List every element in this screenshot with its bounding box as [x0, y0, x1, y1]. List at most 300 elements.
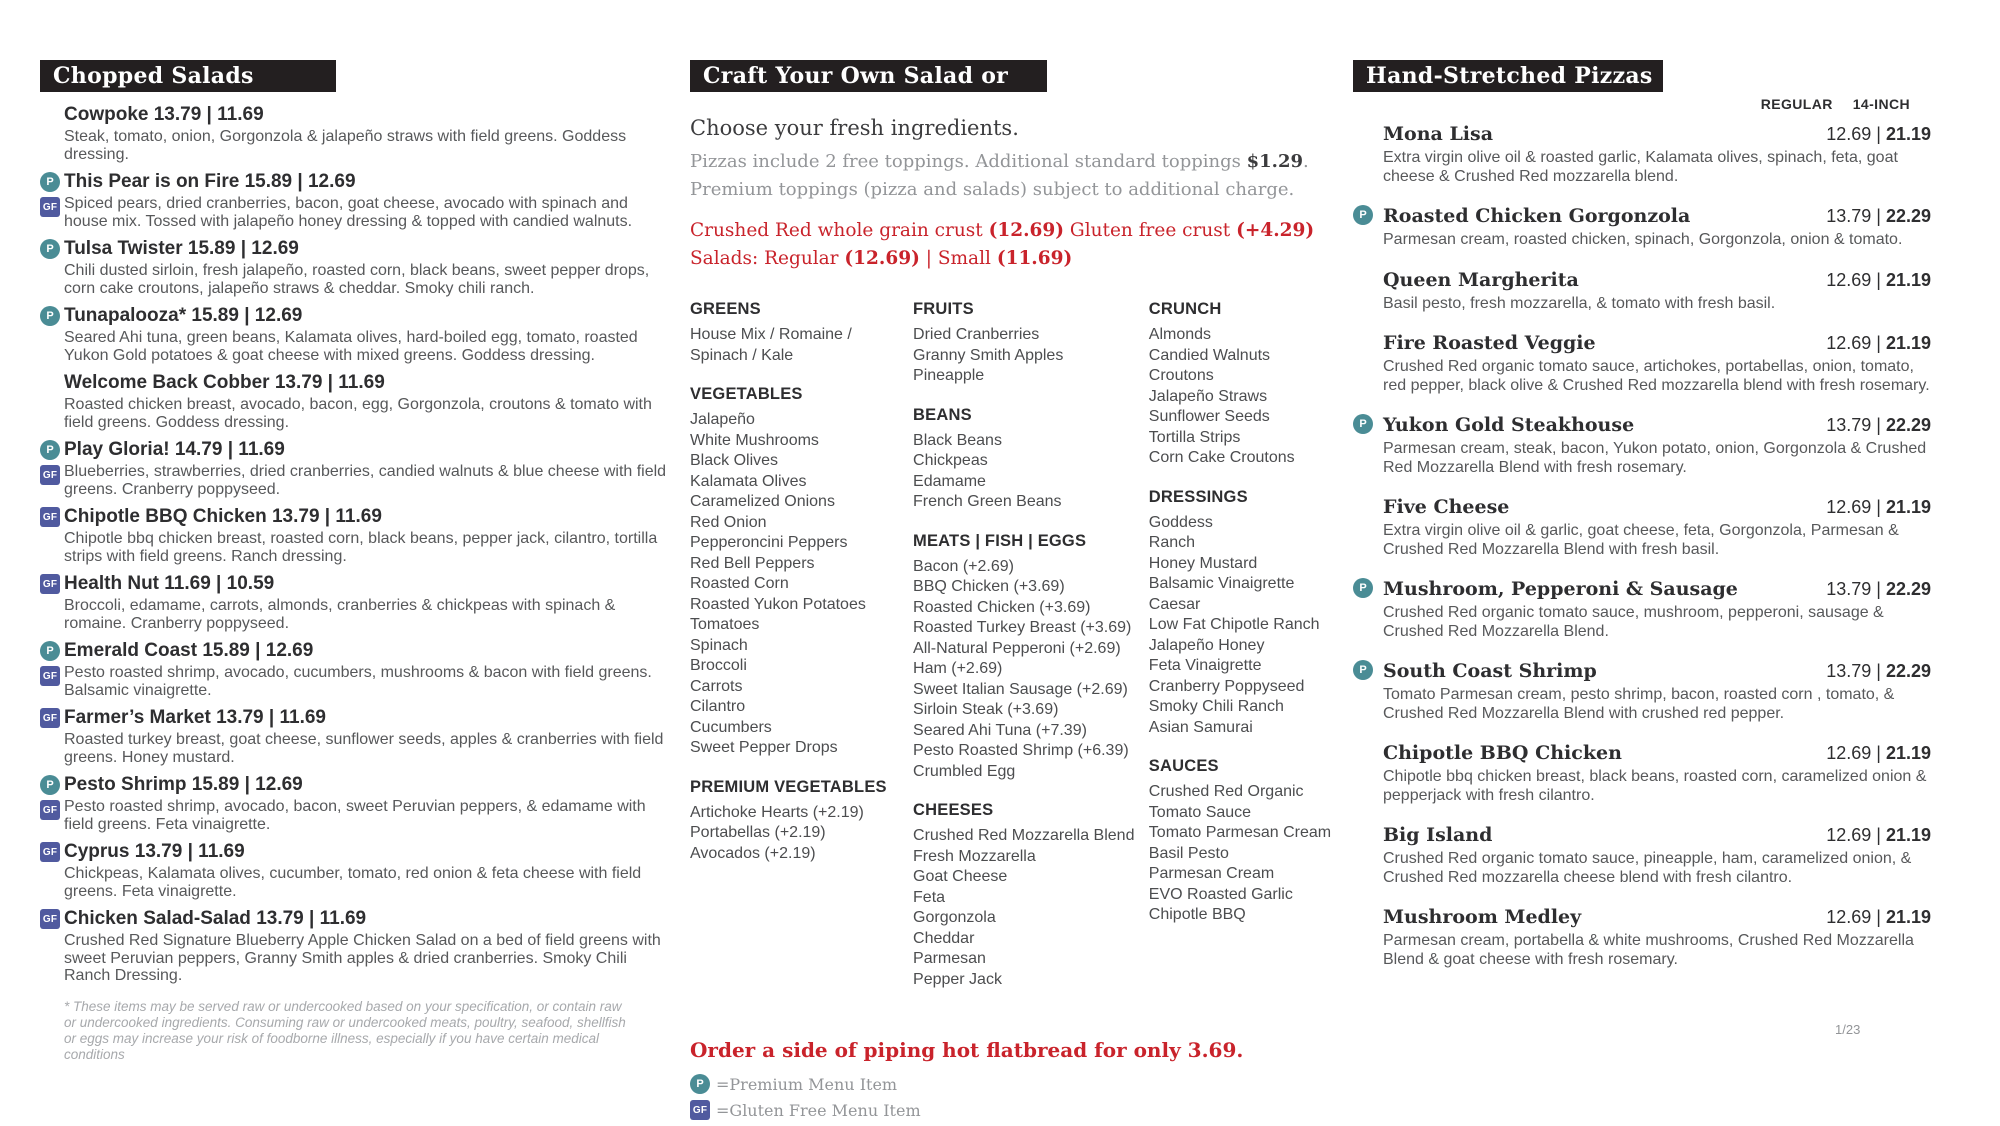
- ingredient-item: Granny Smith Apples: [913, 346, 1064, 364]
- price-regular: 13.79: [1826, 206, 1872, 226]
- pizza-size-column-labels: [1761, 96, 1910, 112]
- salad-name-price: [64, 439, 688, 461]
- pizza-name: Chipotle BBQ Chicken: [1383, 742, 1622, 764]
- premium-badge-icon: P: [1353, 660, 1373, 680]
- ingredient-item: Asian Samurai: [1148, 718, 1253, 736]
- ingredient-item: Candied Walnuts: [1148, 346, 1271, 364]
- ingredient-item: Tomato Parmesan Cream: [1148, 824, 1332, 841]
- pizza-name: Mushroom Medley: [1383, 906, 1582, 928]
- badge-rail: [40, 708, 60, 728]
- price-regular: 13.79: [1826, 579, 1872, 599]
- crust-price-line: [690, 217, 1350, 245]
- salad-name: Chipotle BBQ Chicken: [64, 506, 267, 527]
- salad-name-price: [64, 372, 688, 394]
- pizza-title-row: [1383, 905, 1931, 929]
- price-regular: 12.69: [1826, 907, 1872, 927]
- pizza-name: Yukon Gold Steakhouse: [1383, 414, 1635, 436]
- salad-item: [40, 372, 688, 431]
- pizza-title-row: [1383, 122, 1931, 146]
- ingredient-item: Pepperoncini Peppers: [690, 534, 848, 551]
- page-number: 1/23: [1835, 1022, 1861, 1037]
- price-14inch: 21.19: [1885, 269, 1931, 290]
- pizza-name: Queen Margherita: [1383, 268, 1579, 291]
- ingredient-category-heading: CRUNCH: [1148, 300, 1222, 318]
- ingredient-columns: [690, 299, 1350, 1008]
- pizza-prices: [1826, 907, 1931, 928]
- salad-item: [40, 238, 688, 297]
- ingredient-item: Caesar: [1148, 595, 1201, 613]
- price-separator: |: [1876, 661, 1881, 681]
- pizza-title-row: [1383, 741, 1931, 765]
- ingredient-item: Carrots: [690, 677, 743, 695]
- salad-description: Chipotle bbq chicken breast, roasted corn, black beans, pepper jack, cilantro, tortilla strips with field greens. Ranch dressing.: [64, 530, 658, 565]
- pizza-name: Mona Lisa: [1383, 123, 1494, 145]
- salad-item: [40, 707, 688, 766]
- ingredient-item: Sirloin Steak (+3.69): [913, 701, 1059, 718]
- premium-badge-icon: P: [40, 641, 60, 661]
- ingredient-item: Chickpeas: [913, 452, 988, 469]
- salad-name-price: [64, 573, 688, 595]
- salad-description: Broccoli, edamame, carrots, almonds, cranberries & chickpeas with spinach & romaine. Cranberry poppyseed.: [64, 597, 616, 632]
- ingredient-item: Red Bell Peppers: [690, 554, 815, 572]
- pizza-description: Crushed Red organic tomato sauce, mushroom, pepperoni, sausage & Crushed Red Mozzarella Blend.: [1383, 604, 1884, 640]
- standard-toppings-note: [690, 148, 1350, 176]
- premium-toppings-note: Premium toppings (pizza and salads) subject to additional charge.: [690, 179, 1295, 200]
- pizza-prices: [1826, 497, 1931, 518]
- ingredient-item: Edamame: [913, 472, 986, 490]
- premium-badge-icon: P: [40, 306, 60, 326]
- salad-item: [40, 439, 688, 498]
- pizzas-list: [1353, 122, 1938, 969]
- salad-name: Play Gloria!: [64, 439, 170, 460]
- pizza-name: South Coast Shrimp: [1383, 660, 1597, 682]
- price-segment: | Small: [919, 248, 997, 269]
- salad-name: Welcome Back Cobber: [64, 372, 270, 393]
- salad-item: [40, 104, 688, 163]
- pizza-description: Parmesan cream, roasted chicken, spinach, Gorgonzola, onion & tomato.: [1383, 231, 1903, 248]
- salad-name-price: [64, 305, 688, 327]
- ingredient-category-heading: BEANS: [913, 405, 972, 424]
- craft-your-own-column: [690, 60, 1350, 1126]
- ingredient-item: Parmesan Cream: [1148, 865, 1275, 882]
- salad-item: [40, 908, 688, 985]
- price-separator: |: [1876, 124, 1881, 144]
- salad-description: Crushed Red Signature Blueberry Apple Chicken Salad on a bed of field greens with sweet Peruvian peppers, Granny Smith apples & dried cranberries. Smoky Chili Ranch Dressing.: [64, 932, 661, 984]
- ingredient-item: Jalapeño: [690, 411, 755, 428]
- standard-topping-price: $1.29: [1246, 151, 1303, 172]
- ingredient-item: Crushed Red Mozzarella Blend: [913, 827, 1135, 844]
- price-separator: |: [1876, 269, 1881, 290]
- ingredient-item: Jalapeño Honey: [1148, 636, 1265, 654]
- price-14inch: 22.29: [1885, 415, 1931, 435]
- ingredient-item: Ranch: [1148, 534, 1196, 551]
- pizza-description: Parmesan cream, steak, bacon, Yukon potato, onion, Gorgonzola & Crushed Red Mozzarella Blend with fresh rosemary.: [1383, 440, 1927, 476]
- ingredient-item: Pesto Roasted Shrimp (+6.39): [913, 742, 1129, 759]
- price-regular: 13.79: [1826, 415, 1872, 435]
- ingredient-item: Balsamic Vinaigrette: [1148, 575, 1295, 592]
- ingredient-item: Black Olives: [690, 452, 779, 469]
- ingredient-item: Gorgonzola: [913, 909, 996, 926]
- price-regular: 12.69: [1826, 497, 1872, 517]
- ingredient-item: Feta: [913, 888, 946, 906]
- legend-text: =Premium Menu Item: [716, 1074, 898, 1094]
- ingredient-item: Spinach: [690, 636, 748, 654]
- salad-item: [40, 841, 688, 900]
- premium-badge-icon: P: [1353, 205, 1373, 225]
- salad-description: Seared Ahi tuna, green beans, Kalamata olives, hard-boiled egg, tomato, roasted Yukon Gold potatoes & goat cheese with mixed greens. Goddess dressing.: [64, 329, 638, 364]
- regular-size-label: REGULAR: [1760, 96, 1833, 112]
- price-segment: (12.69): [988, 220, 1065, 241]
- ingredient-item: Roasted Yukon Potatoes: [690, 595, 866, 613]
- pizza-item: [1353, 122, 1938, 186]
- ingredient-category-heading: GREENS: [690, 300, 761, 318]
- salad-name-price: [64, 707, 688, 729]
- ingredient-item: Sweet Italian Sausage (+2.69): [913, 680, 1128, 698]
- price-separator: |: [1876, 579, 1881, 599]
- premium-badge-icon: P: [40, 440, 60, 460]
- hand-stretched-pizzas-header: [1353, 60, 1663, 92]
- price-14inch: 21.19: [1885, 333, 1931, 353]
- salad-prices: 15.89 | 12.69: [244, 171, 356, 192]
- price-regular: 12.69: [1826, 269, 1872, 290]
- pizza-prices: [1826, 333, 1931, 354]
- pizza-title-row: [1383, 495, 1931, 519]
- ingredient-item: White Mushrooms: [690, 431, 819, 449]
- craft-your-own-title: Craft Your Own Salad or Pizza: [703, 63, 1009, 121]
- pizza-item: [1353, 204, 1938, 250]
- raw-food-disclaimer: * These items may be served raw or undercooked based on your specification, or contain raw or undercooked ingredients. Consuming raw or undercooked meats, poultry, seafood, shellfish or eggs may increase your risk of foodborne illness, especially if you have certain medical conditions: [64, 998, 626, 1062]
- pizza-description: Chipotle bbq chicken breast, black beans, roasted corn, caramelized onion & pepperjack with fresh cilantro.: [1383, 768, 1927, 804]
- pizza-description: Extra virgin olive oil & roasted garlic, Kalamata olives, spinach, feta, goat cheese & Crushed Red mozzarella blend.: [1383, 149, 1898, 185]
- flatbread-offer: Order a side of piping hot flatbread for only 3.69.: [690, 1038, 1244, 1062]
- price-segment: (+4.29): [1236, 220, 1315, 241]
- salad-description: Pesto roasted shrimp, avocado, bacon, sweet Peruvian peppers, & edamame with field greens. Feta vinaigrette.: [64, 798, 646, 833]
- ingredient-item: Seared Ahi Tuna (+7.39): [913, 721, 1087, 739]
- pizza-title-row: [1383, 204, 1931, 228]
- price-regular: 12.69: [1826, 825, 1872, 845]
- pizza-item: [1353, 741, 1938, 805]
- salad-name-price: [64, 238, 688, 260]
- gluten-free-badge-icon: GF: [40, 507, 60, 527]
- ingredient-item: Caramelized Onions: [690, 493, 835, 510]
- price-separator: |: [1876, 497, 1881, 517]
- salad-name: Cowpoke: [64, 104, 149, 125]
- salad-description: Chili dusted sirloin, fresh jalapeño, roasted corn, black beans, sweet pepper drops, corn cake croutons, jalapeño straws & cheddar. Smoky chili ranch.: [64, 262, 650, 297]
- 14-inch-size-label: 14-INCH: [1852, 96, 1910, 112]
- pizza-name: Mushroom, Pepperoni & Sausage: [1383, 578, 1738, 600]
- chopped-salads-column: [40, 60, 688, 1063]
- ingredient-item: Roasted Turkey Breast (+3.69): [913, 619, 1132, 636]
- badge-legend: [690, 1074, 1350, 1120]
- pizza-title-row: [1383, 659, 1931, 683]
- salad-name-price: [64, 841, 688, 863]
- pizza-name: Fire Roasted Veggie: [1383, 332, 1596, 354]
- salad-prices: 13.79 | 11.69: [256, 908, 367, 929]
- salad-prices: 15.89 | 12.69: [202, 640, 314, 661]
- badge-rail: [1353, 414, 1373, 434]
- price-regular: 12.69: [1826, 333, 1872, 353]
- ingredients-intro-heading: Choose your fresh ingredients.: [690, 116, 1019, 140]
- ingredient-category-heading: CHEESES: [913, 801, 994, 819]
- salad-name: This Pear is on Fire: [64, 171, 240, 192]
- salad-prices: 13.79 | 11.69: [274, 372, 385, 393]
- pizza-name: Big Island: [1383, 824, 1493, 846]
- standard-toppings-period: .: [1303, 151, 1309, 172]
- ingredient-item: Feta Vinaigrette: [1148, 657, 1262, 674]
- salad-name-price: [64, 774, 688, 796]
- pizza-item: [1353, 331, 1938, 395]
- salad-prices: 13.79 | 11.69: [153, 104, 264, 125]
- price-segment: (11.69): [996, 248, 1073, 269]
- salad-prices: 13.79 | 11.69: [134, 841, 245, 862]
- badge-rail: [1353, 205, 1373, 225]
- ingredient-item: Portabellas (+2.19): [690, 824, 826, 841]
- ingredient-item: Crumbled Egg: [913, 762, 1016, 780]
- price-separator: |: [1876, 743, 1881, 763]
- gluten-free-badge-icon: GF: [40, 842, 60, 862]
- badge-rail: [1353, 660, 1373, 680]
- salad-price-line: [690, 245, 1350, 273]
- ingredient-category-heading: MEATS | FISH | EGGS: [913, 531, 1087, 550]
- ingredient-item: Cucumbers: [690, 718, 772, 736]
- ingredient-item: Basil Pesto: [1148, 844, 1229, 862]
- ingredient-item: Broccoli: [690, 657, 747, 674]
- price-segment: Salads: Regular: [690, 248, 845, 269]
- ingredient-item: House Mix / Romaine / Spinach / Kale: [690, 326, 852, 364]
- gluten-free-badge-icon: GF: [40, 666, 60, 686]
- salad-item: [40, 506, 688, 565]
- ingredient-item: Goat Cheese: [913, 868, 1008, 885]
- salad-name-price: [64, 506, 688, 528]
- price-14inch: 21.19: [1885, 743, 1931, 763]
- salad-prices: 15.89 | 12.69: [187, 238, 299, 259]
- craft-your-own-header: [690, 60, 1047, 121]
- ingredient-category-heading: PREMIUM VEGETABLES: [690, 777, 887, 796]
- pizza-item: [1353, 823, 1938, 887]
- ingredient-section: [1149, 756, 1350, 926]
- gluten-free-badge-icon: GF: [690, 1100, 710, 1120]
- price-regular: 12.69: [1826, 743, 1872, 763]
- salad-name: Tulsa Twister: [64, 238, 183, 259]
- ingredient-item: Pineapple: [913, 367, 985, 384]
- ingredient-item: Tomatoes: [690, 616, 760, 633]
- salad-name: Farmer’s Market: [64, 707, 211, 728]
- ingredient-item: Cheddar: [913, 929, 975, 947]
- salad-description: Pesto roasted shrimp, avocado, cucumbers, mushrooms & bacon with field greens. Balsamic vinaigrette.: [64, 664, 652, 699]
- badge-rail: [1353, 578, 1373, 598]
- pizza-prices: [1826, 579, 1931, 600]
- ingredient-item: Corn Cake Croutons: [1148, 449, 1295, 466]
- ingredient-item: Artichoke Hearts (+2.19): [690, 803, 864, 821]
- pizza-title-row: [1383, 268, 1931, 292]
- ingredient-category-heading: VEGETABLES: [690, 385, 803, 403]
- salad-prices: 15.89 | 12.69: [191, 305, 303, 326]
- ingredient-item: All-Natural Pepperoni (+2.69): [913, 639, 1121, 657]
- gluten-free-badge-icon: GF: [40, 465, 60, 485]
- price-14inch: 21.19: [1885, 124, 1931, 144]
- salad-item: [40, 774, 688, 833]
- pizza-description: Crushed Red organic tomato sauce, pineapple, ham, caramelized onion, & Crushed Red mozzarella cheese blend with fresh cilantro.: [1383, 850, 1912, 886]
- salad-name-price: [64, 640, 688, 662]
- salad-prices: 13.79 | 11.69: [271, 506, 382, 527]
- pizza-item: [1353, 659, 1938, 723]
- pizza-prices: [1826, 124, 1931, 145]
- pizza-prices: [1826, 661, 1931, 682]
- salad-name: Chicken Salad-Salad: [64, 908, 251, 929]
- salad-description: Chickpeas, Kalamata olives, cucumber, tomato, red onion & feta cheese with field greens. Feta vinaigrette.: [64, 865, 642, 900]
- pizza-prices: [1826, 743, 1931, 764]
- price-14inch: 22.29: [1885, 579, 1931, 599]
- price-segment: Crushed Red whole grain crust: [690, 220, 989, 241]
- pizza-description: Parmesan cream, portabella & white mushrooms, Crushed Red Mozzarella Blend & goat cheese with fresh rosemary.: [1383, 932, 1914, 968]
- salad-prices: 14.79 | 11.69: [174, 439, 285, 460]
- pizza-description: Crushed Red organic tomato sauce, artichokes, portabellas, onion, tomato, red pepper, black olive & Crushed Red mozzarella blend with fresh rosemary.: [1383, 358, 1930, 394]
- ingredient-item: Crushed Red Organic Tomato Sauce: [1148, 783, 1304, 821]
- pizza-item: [1353, 577, 1938, 641]
- ingredient-section: [690, 384, 901, 759]
- legend-text: =Gluten Free Menu Item: [716, 1100, 921, 1120]
- ingredient-category-heading: SAUCES: [1148, 757, 1219, 775]
- ingredient-item: Cilantro: [690, 698, 746, 715]
- salad-description: Spiced pears, dried cranberries, bacon, goat cheese, avocado with spinach and house mix. Tossed with jalapeño honey dressing & topped with candied walnuts.: [64, 195, 633, 230]
- price-14inch: 21.19: [1885, 825, 1931, 845]
- price-regular: 13.79: [1826, 661, 1872, 681]
- salad-description: Blueberries, strawberries, dried cranberries, candied walnuts & blue cheese with field greens. Cranberry poppyseed.: [64, 463, 667, 498]
- pizza-description: Basil pesto, fresh mozzarella, & tomato with fresh basil.: [1383, 294, 1776, 312]
- pizza-item: [1353, 413, 1938, 477]
- ingredient-item: Ham (+2.69): [913, 660, 1003, 677]
- ingredient-item: Almonds: [1148, 326, 1212, 343]
- salad-name: Pesto Shrimp: [64, 774, 187, 795]
- pizza-description: Extra virgin olive oil & garlic, goat cheese, feta, Gorgonzola, Parmesan & Crushed Red Mozzarella Blend with fresh basil.: [1383, 522, 1899, 558]
- pizza-item: [1353, 905, 1938, 969]
- badge-rail: [40, 306, 60, 326]
- ingredient-item: Cranberry Poppyseed: [1148, 677, 1305, 695]
- pizza-prices: [1826, 415, 1931, 436]
- salad-name: Cyprus: [64, 841, 130, 862]
- salad-prices: 13.79 | 11.69: [216, 707, 326, 728]
- gluten-free-badge-icon: GF: [40, 800, 60, 820]
- ingredient-item: Dried Cranberries: [913, 326, 1040, 343]
- ingredient-section: [1149, 299, 1350, 469]
- gluten-free-badge-icon: GF: [40, 909, 60, 929]
- badge-rail: [40, 842, 60, 862]
- ingredient-item: Sunflower Seeds: [1148, 408, 1270, 425]
- ingredient-category-heading: FRUITS: [913, 300, 974, 318]
- pizza-description: Tomato Parmesan cream, pesto shrimp, bacon, roasted corn , tomato, & Crushed Red Mozzarella Blend with crushed red pepper.: [1383, 686, 1895, 722]
- salad-name: Tunapalooza*: [64, 305, 187, 326]
- ingredient-section: [913, 405, 1137, 513]
- premium-badge-icon: P: [40, 775, 60, 795]
- ingredient-item: French Green Beans: [913, 493, 1062, 510]
- ingredient-column: [1149, 299, 1350, 1008]
- salad-item: [40, 171, 688, 230]
- premium-badge-icon: P: [40, 239, 60, 259]
- price-regular: 12.69: [1826, 124, 1872, 144]
- ingredient-item: Low Fat Chipotle Ranch: [1148, 616, 1320, 633]
- salad-item: [40, 573, 688, 632]
- badge-rail: [40, 775, 60, 820]
- price-separator: |: [1876, 333, 1881, 353]
- ingredient-item: Honey Mustard: [1148, 554, 1258, 572]
- gluten-free-badge-icon: GF: [40, 708, 60, 728]
- badge-rail: [40, 574, 60, 594]
- salad-prices: 15.89 | 12.69: [191, 774, 303, 795]
- pizza-title-row: [1383, 577, 1931, 601]
- ingredient-item: Kalamata Olives: [690, 472, 807, 490]
- salad-item: [40, 640, 688, 699]
- pizza-title-row: [1383, 331, 1931, 355]
- ingredient-column: [913, 299, 1137, 1008]
- price-separator: |: [1876, 825, 1881, 845]
- ingredient-section: [690, 777, 901, 865]
- salad-item: [40, 305, 688, 364]
- pizza-name: Roasted Chicken Gorgonzola: [1383, 205, 1691, 227]
- premium-badge-icon: P: [1353, 414, 1373, 434]
- badge-rail: [40, 440, 60, 485]
- pizza-title-row: [1383, 413, 1931, 437]
- price-14inch: 21.19: [1885, 907, 1931, 927]
- pizza-prices: [1826, 270, 1931, 291]
- badge-rail: [40, 507, 60, 527]
- salad-name: Health Nut: [64, 573, 159, 594]
- gluten-free-badge-icon: GF: [40, 574, 60, 594]
- gluten-free-badge-icon: GF: [40, 197, 60, 217]
- ingredient-item: Roasted Chicken (+3.69): [913, 598, 1091, 616]
- ingredient-item: Goddess: [1148, 513, 1213, 531]
- premium-badge-icon: P: [1353, 578, 1373, 598]
- ingredient-item: Roasted Corn: [690, 575, 789, 592]
- ingredient-section: [1149, 487, 1350, 739]
- ingredient-item: Sweet Pepper Drops: [690, 739, 838, 756]
- hand-stretched-pizzas-column: [1353, 60, 1938, 987]
- pizza-title-row: [1383, 823, 1931, 847]
- ingredient-section: [913, 531, 1137, 783]
- pizza-item: [1353, 268, 1938, 314]
- ingredient-item: Red Onion: [690, 513, 767, 531]
- hand-stretched-pizzas-title: Hand-Stretched Pizzas: [1366, 63, 1653, 89]
- ingredient-category-heading: DRESSINGS: [1148, 487, 1248, 506]
- ingredient-section: [690, 299, 901, 366]
- ingredient-item: Chipotle BBQ: [1148, 906, 1246, 923]
- salad-name-price: [64, 171, 688, 193]
- price-separator: |: [1876, 907, 1881, 927]
- badge-rail: [40, 909, 60, 929]
- pizza-name: Five Cheese: [1383, 496, 1510, 518]
- salad-description: Steak, tomato, onion, Gorgonzola & jalapeño straws with field greens. Goddess dressing.: [64, 128, 627, 163]
- standard-toppings-text: Pizzas include 2 free toppings. Additional standard toppings: [690, 151, 1241, 172]
- premium-badge-icon: P: [690, 1074, 710, 1094]
- salad-description: Roasted turkey breast, goat cheese, sunflower seeds, apples & cranberries with field greens. Honey mustard.: [64, 731, 664, 766]
- ingredient-item: EVO Roasted Garlic: [1148, 885, 1293, 903]
- legend-premium-row: [690, 1074, 1350, 1094]
- price-14inch: 21.19: [1885, 497, 1931, 517]
- salad-name: Emerald Coast: [64, 640, 198, 661]
- ingredient-column: [690, 299, 901, 1008]
- ingredient-item: Bacon (+2.69): [913, 557, 1014, 575]
- ingredient-item: Avocados (+2.19): [690, 844, 816, 862]
- chopped-salads-list: [40, 104, 688, 985]
- chopped-salads-title: Chopped Salads: [53, 63, 254, 89]
- ingredient-section: [913, 800, 1137, 990]
- chopped-salads-header: [40, 60, 336, 92]
- premium-badge-icon: P: [40, 172, 60, 192]
- salad-prices: 11.69 | 10.59: [164, 573, 275, 594]
- ingredient-item: Tortilla Strips: [1148, 428, 1241, 446]
- price-14inch: 22.29: [1885, 661, 1931, 681]
- price-segment: (12.69): [844, 248, 920, 269]
- salad-description: Roasted chicken breast, avocado, bacon, egg, Gorgonzola, croutons & tomato with field greens. Goddess dressing.: [64, 396, 652, 431]
